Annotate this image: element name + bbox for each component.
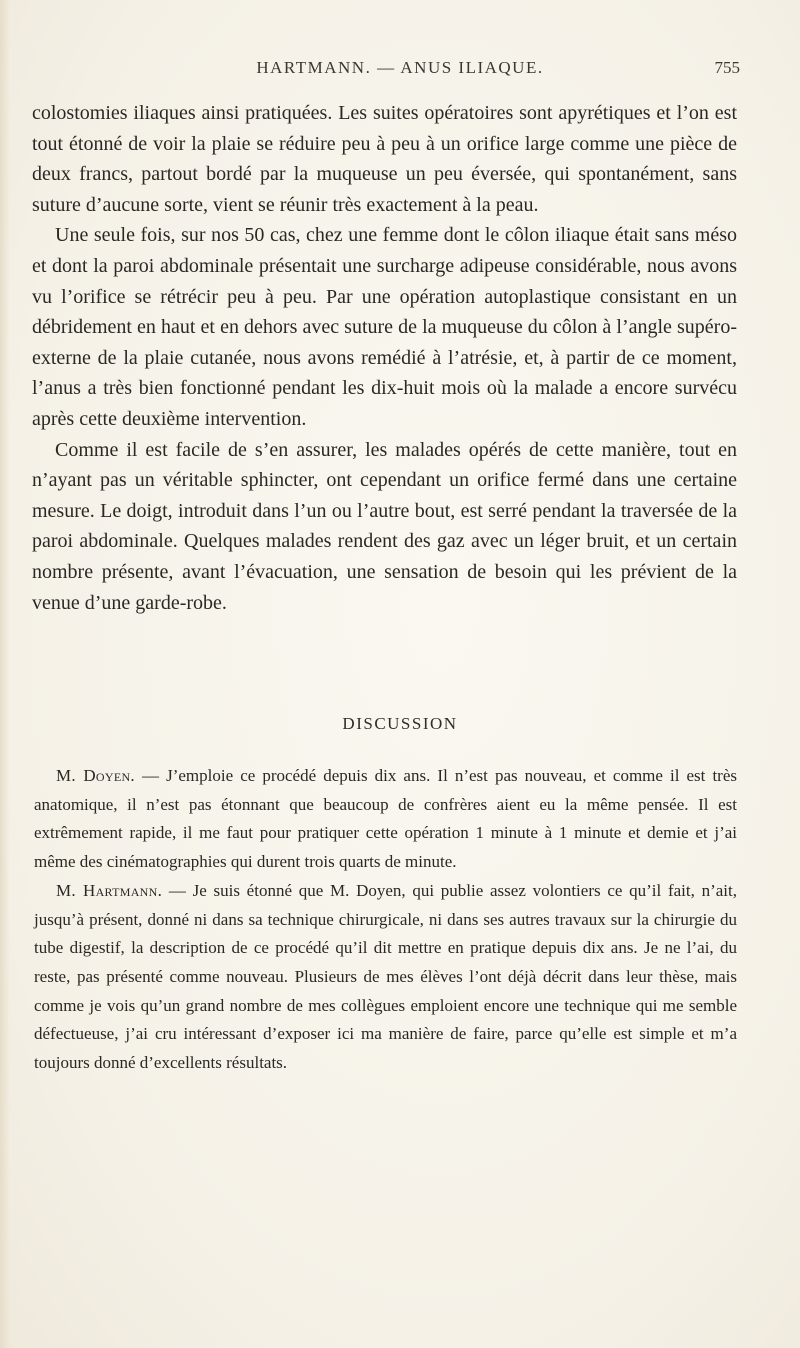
speaker-remark: — J’emploie ce procédé depuis dix ans. Il n’est pas nouveau, et comme il est très anatomique, il n’est pas étonnant que beaucoup de confrères aient eu la même pensée. Il est extrêmement rapide, il me faut pour pratiquer cette opération 1 minute à 1 minute et demie et j’ai même des cinématographies qui durent trois quarts de minute. (34, 766, 737, 872)
running-head: HARTMANN. — ANUS ILIAQUE. (256, 58, 544, 77)
speaker-name: M. Hartmann. (56, 880, 163, 900)
page-edge-shadow (0, 0, 10, 1348)
discussion-section (34, 762, 737, 1078)
discussion-heading: DISCUSSION (342, 714, 458, 733)
paragraph-1: colostomies iliaques ainsi pratiquées. Les suites opératoires sont apyrétiques et l’on est tout étonné de voir la plaie se réduire peu à peu à un orifice large comme une pièce de deux francs, partout bordé par la muqueuse un peu éversée, qui spontanément, sans suture d’aucune sorte, vient se réunir très exactement à la peau. (32, 102, 737, 216)
paragraph-2: Une seule fois, sur nos 50 cas, chez une femme dont le côlon iliaque était sans méso et dont la paroi abdominale présentait une surcharge adipeuse considérable, nous avons vu l’orifice se rétrécir peu à peu. Par une opération autoplastique consistant en un débridement en haut et en dehors avec suture de la muqueuse du côlon à l’angle supéro-externe de la plaie cutanée, nous avons remédié à l’atrésie, et, à partir de ce moment, l’anus a très bien fonctionné pendant les dix-huit mois où la malade a encore survécu après cette deuxième intervention. (32, 224, 737, 430)
speaker-name: M. Doyen. (56, 766, 135, 785)
speaker-remark: — Je suis étonné que M. Doyen, qui publie assez volontiers ce qu’il fait, n’ait, jusqu’à présent, donné ni dans sa technique chirurgicale, ni dans ses autres travaux sur la chirurgie du tube digestif, la description de ce procédé qu’il dit mettre en pratique depuis dix ans. Je ne l’ai, du reste, pas présenté comme nouveau. Plusieurs de mes élèves l’ont déjà décrit dans leur thèse, mais comme je vois qu’un grand nombre de mes collègues emploient encore une technique qui me semble défectueuse, j’ai cru intéressant d’exposer ici ma manière de faire, parce qu’elle est simple et m’a toujours donné d’excellents résultats. (34, 880, 737, 1073)
main-text (32, 98, 737, 618)
paragraph-3: Comme il est facile de s’en assurer, les malades opérés de cette manière, tout en n’ayant pas un véritable sphincter, ont cependant un orifice fermé dans une certaine mesure. Le doigt, introduit dans l’un ou l’autre bout, est serré pendant la traversée de la paroi abdominale. Quelques malades rendent des gaz avec un léger bruit, et un certain nombre présente, avant l’évacuation, une sensation de besoin qui les prévient de la venue d’une garde-robe. (32, 438, 737, 614)
discussion-entry-doyen (34, 762, 737, 877)
discussion-entry-hartmann (34, 877, 737, 1078)
page-header (0, 58, 800, 84)
page-number: 755 (714, 58, 740, 77)
